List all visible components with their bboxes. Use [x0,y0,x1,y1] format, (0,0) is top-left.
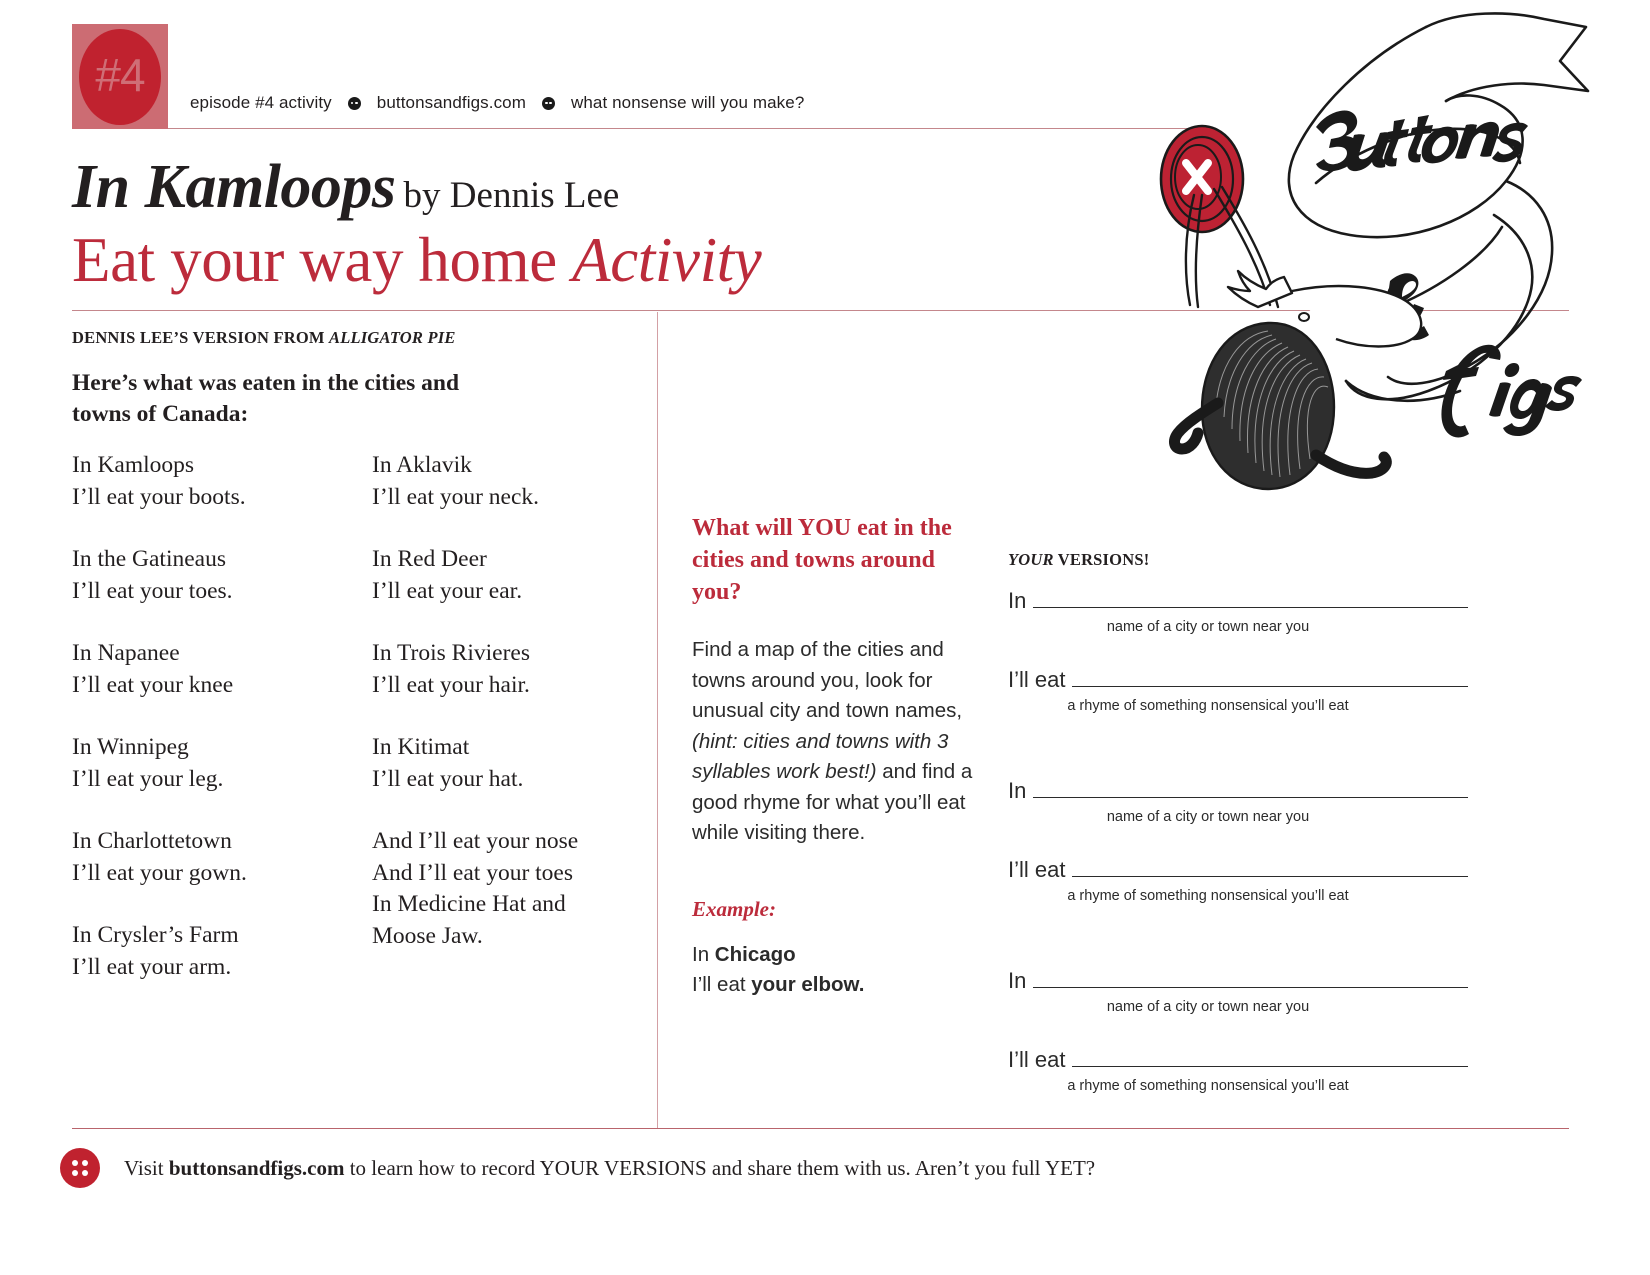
poem-line: In Aklavik [372,452,472,478]
poem-line: In Napanee [72,640,180,666]
poem-column-left [72,450,352,1014]
footer-rest: to learn how to record YOUR VERSIONS and share them with us. Aren’t you full YET? [344,1155,1096,1180]
example-line-eat [692,970,982,1000]
poem-column-right [372,450,652,983]
city-caption: name of a city or town near you [1106,999,1310,1015]
poem-line: In Winnipeg [72,734,189,760]
poem-stanza [372,638,652,701]
rhyme-blank-row-label: I’ll eat [1008,857,1066,882]
version-entry-group [1008,588,1468,714]
poem-line: In Kitimat [372,734,470,760]
content-top-rule [72,310,1569,311]
city-blank-row [1008,778,1468,804]
poem-stanza [372,732,652,795]
prompt-body-part1: Find a map of the cities and towns around you, look for unusual city and town names, [692,638,963,722]
poem-stanza [372,826,652,952]
version-entry-group [1008,778,1468,904]
episode-badge-label: #4 [95,48,145,101]
poem-line: In Medicine Hat and [372,891,566,917]
poem-line: I’ll eat your hair. [372,671,530,698]
city-blank-row [1008,968,1468,994]
city-blank-row [1008,588,1468,614]
example-label: Example: [692,897,776,921]
source-book-title: ALLIGATOR PIE [329,328,456,347]
poem-line: And I’ll eat your nose [372,828,579,854]
rhyme-caption: a rhyme of something nonsensical you’ll eat [1067,1078,1349,1094]
city-input[interactable] [1033,590,1468,608]
content-bottom-rule [72,1128,1569,1129]
poem-line: Moose Jaw. [372,922,483,949]
episode-badge [72,24,168,129]
header-meta [190,93,804,113]
footer-site-link[interactable]: buttonsandfigs.com [168,1155,345,1180]
rhyme-blank-row [1008,857,1468,883]
poem-line: I’ll eat your boots. [72,483,246,510]
poem-line: In Trois Rivieres [372,640,530,666]
footer [60,1148,1095,1188]
header-rule [168,128,1198,129]
prompt-body [692,635,974,849]
poem-stanza [72,544,352,607]
red-four-hole-button-icon [60,1148,100,1188]
poem-stanza [372,544,652,607]
poem-stanza [372,450,652,513]
poem-stanza [72,450,352,513]
poem-line: And I’ll eat your toes [372,859,574,886]
city-blank-row-label: In [1008,778,1027,803]
city-blank-row-label: In [1008,968,1027,993]
source-prefix: DENNIS LEE’S VERSION FROM [72,328,330,347]
header-meta-episode: episode #4 activity [190,93,332,112]
buttons-and-figs-logo-art [1140,5,1610,565]
rhyme-blank-row [1008,667,1468,693]
poem-line: In Crysler’s Farm [72,922,239,948]
city-caption: name of a city or town near you [1106,809,1310,825]
prompt-body-part2: and find a good rhyme for what you’ll eat while visiting there. [692,760,973,844]
poem-line: In Kamloops [72,452,195,478]
rhyme-caption: a rhyme of something nonsensical you’ll eat [1067,698,1349,714]
button-dot-icon [542,97,555,110]
poem-line: I’ll eat your knee [72,671,234,698]
poem-line: I’ll eat your leg. [72,765,224,792]
rhyme-blank-row-label: I’ll eat [1008,667,1066,692]
poem-stanza [72,826,352,889]
activity-title-italic: Activity [572,225,762,295]
blank-spacer [1008,635,1468,667]
city-input[interactable] [1033,780,1468,798]
city-blank-row-label: In [1008,588,1027,613]
city-input[interactable] [1033,970,1468,988]
footer-visit: Visit [124,1155,169,1180]
footer-text [124,1156,1095,1181]
your-versions-title-your: YOUR [1008,550,1054,569]
prompt-heading: What will YOU eat in the cities and towns around you? [692,515,952,605]
button-dot-icon [348,97,361,110]
example-lines [692,940,982,1000]
header-meta-site[interactable]: buttonsandfigs.com [376,93,526,112]
poem-stanza [72,638,352,701]
page-title [72,152,619,223]
source-attribution [72,328,456,348]
poem-line: In Charlottetown [72,828,232,854]
poem-line: I’ll eat your toes. [72,577,233,604]
poem-byline: by Dennis Lee [403,175,620,216]
rhyme-input[interactable] [1072,1049,1468,1067]
your-versions-title-rest: VERSIONS! [1053,550,1150,569]
lead-paragraph: Here’s what was eaten in the cities and towns of Canada: [72,370,460,427]
blank-spacer [1008,1015,1468,1047]
rhyme-caption: a rhyme of something nonsensical you’ll eat [1067,888,1349,904]
rhyme-blank-row [1008,1047,1468,1073]
poem-line: In Red Deer [372,546,487,572]
example-rhyme: your elbow. [751,973,865,996]
header-meta-tagline: what nonsense will you make? [571,93,805,112]
example-city: Chicago [714,943,796,966]
prompt-body-hint: (hint: cities and towns with 3 syllables work best!) [692,729,949,783]
example-eat-prefix: I’ll eat [692,973,752,996]
poem-title: In Kamloops [72,153,396,221]
example-line-city [692,940,982,970]
your-versions-title [1008,550,1149,570]
activity-title-plain: Eat your way home [72,225,573,295]
city-caption: name of a city or town near you [1106,619,1310,635]
poem-stanza [72,920,352,983]
poem-line: I’ll eat your hat. [372,765,524,792]
rhyme-input[interactable] [1072,859,1468,877]
poem-line: I’ll eat your neck. [372,483,540,510]
poem-line: In the Gatineaus [72,546,227,572]
poem-line: I’ll eat your arm. [72,953,232,980]
column-divider [657,312,658,1129]
poem-line: I’ll eat your gown. [72,859,247,886]
poem-stanza [72,732,352,795]
poem-line: I’ll eat your ear. [372,577,523,604]
episode-badge-circle [79,29,161,125]
version-entry-group [1008,968,1468,1094]
activity-title [72,224,761,297]
rhyme-input[interactable] [1072,669,1468,687]
rhyme-blank-row-label: I’ll eat [1008,1047,1066,1072]
example-in-prefix: In [692,943,715,966]
blank-spacer [1008,825,1468,857]
